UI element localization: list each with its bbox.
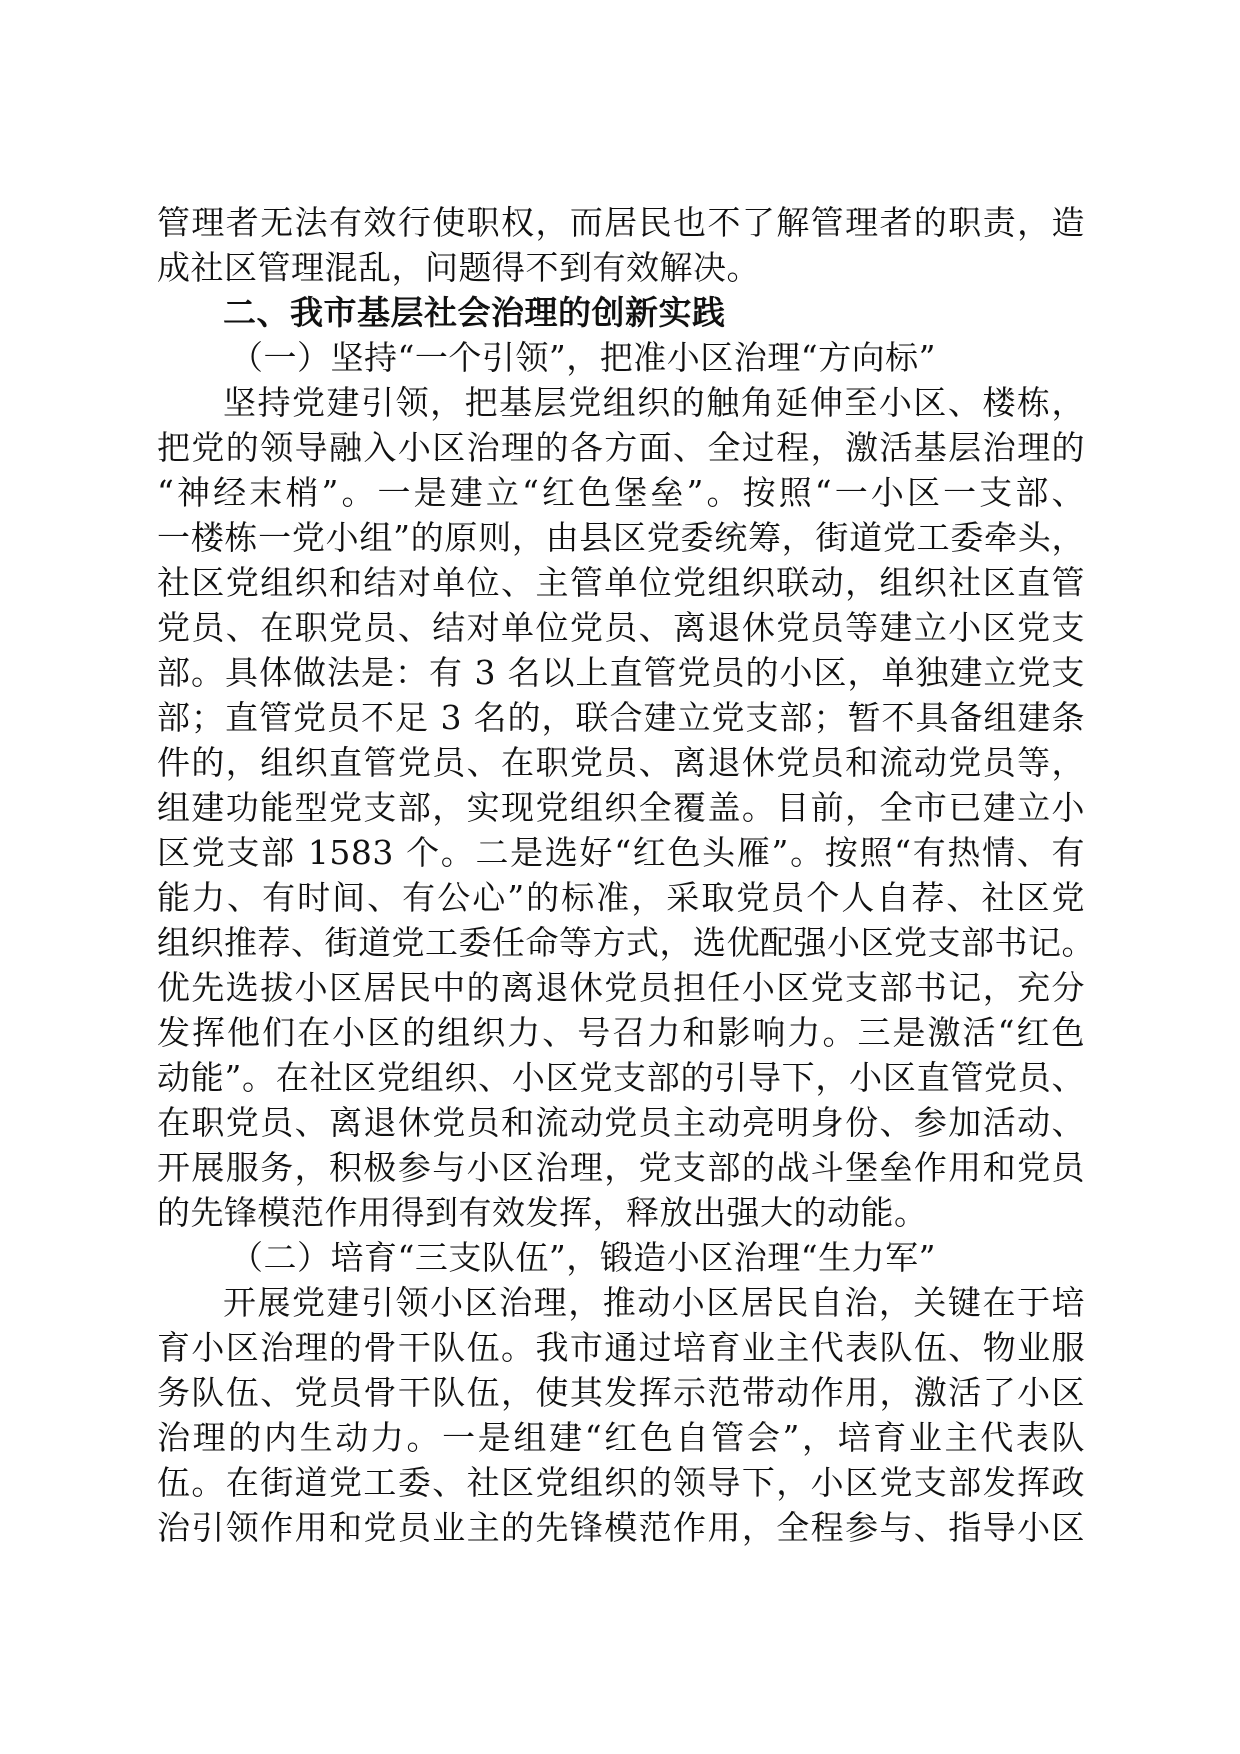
subsection-heading: （一）坚持“一个引领”，把准小区治理“方向标” (230, 338, 936, 377)
body-line: 区党支部 1583 个。二是选好“红色头雁”。按照“有热情、有 (157, 833, 1085, 872)
section-heading: 二、我市基层社会治理的创新实践 (223, 293, 726, 332)
body-line: 组织推荐、街道党工委任命等方式，选优配强小区党支部书记。 (157, 923, 1095, 962)
body-line: 把党的领导融入小区治理的各方面、全过程，激活基层治理的 (157, 428, 1085, 467)
body-line: 开展党建引领小区治理，推动小区居民自治，关键在于培 (223, 1283, 1085, 1322)
body-line: 部。具体做法是：有 3 名以上直管党员的小区，单独建立党支 (157, 653, 1085, 692)
body-line: 件的，组织直管党员、在职党员、离退休党员和流动党员等， (157, 743, 1085, 782)
body-line: 组建功能型党支部，实现党组织全覆盖。目前，全市已建立小 (157, 788, 1085, 827)
body-line: 一楼栋一党小组”的原则，由县区党委统筹，街道党工委牵头， (157, 518, 1085, 557)
body-line: 党员、在职党员、结对单位党员、离退休党员等建立小区党支 (157, 608, 1085, 647)
body-line: 动能”。在社区党组织、小区党支部的引导下，小区直管党员、 (157, 1058, 1085, 1097)
body-line: 的先锋模范作用得到有效发挥，释放出强大的动能。 (157, 1193, 928, 1232)
body-line: 务队伍、党员骨干队伍，使其发挥示范带动作用，激活了小区 (157, 1373, 1085, 1412)
body-line: 治引领作用和党员业主的先锋模范作用，全程参与、指导小区 (157, 1508, 1085, 1547)
body-line: 成社区管理混乱，问题得不到有效解决。 (157, 248, 760, 287)
body-line: 在职党员、离退休党员和流动党员主动亮明身份、参加活动、 (157, 1103, 1085, 1142)
body-line: 部；直管党员不足 3 名的，联合建立党支部；暂不具备组建条 (157, 698, 1085, 737)
subsection-heading: （二）培育“三支队伍”，锻造小区治理“生力军” (230, 1238, 936, 1277)
body-line: “神经末梢”。一是建立“红色堡垒”。按照“一小区一支部、 (157, 473, 1085, 512)
body-line: 社区党组织和结对单位、主管单位党组织联动，组织社区直管 (157, 563, 1085, 602)
body-line: 治理的内生动力。一是组建“红色自管会”，培育业主代表队 (157, 1418, 1085, 1457)
body-line: 能力、有时间、有公心”的标准，采取党员个人自荐、社区党 (157, 878, 1085, 917)
body-line: 伍。在街道党工委、社区党组织的领导下，小区党支部发挥政 (157, 1463, 1085, 1502)
body-line: 育小区治理的骨干队伍。我市通过培育业主代表队伍、物业服 (157, 1328, 1085, 1367)
body-line: 发挥他们在小区的组织力、号召力和影响力。三是激活“红色 (157, 1013, 1085, 1052)
body-line: 开展服务，积极参与小区治理，党支部的战斗堡垒作用和党员 (157, 1148, 1085, 1187)
body-line: 管理者无法有效行使职权，而居民也不了解管理者的职责，造 (157, 203, 1085, 242)
body-line: 坚持党建引领，把基层党组织的触角延伸至小区、楼栋， (223, 383, 1085, 422)
body-line: 优先选拔小区居民中的离退休党员担任小区党支部书记，充分 (157, 968, 1085, 1007)
